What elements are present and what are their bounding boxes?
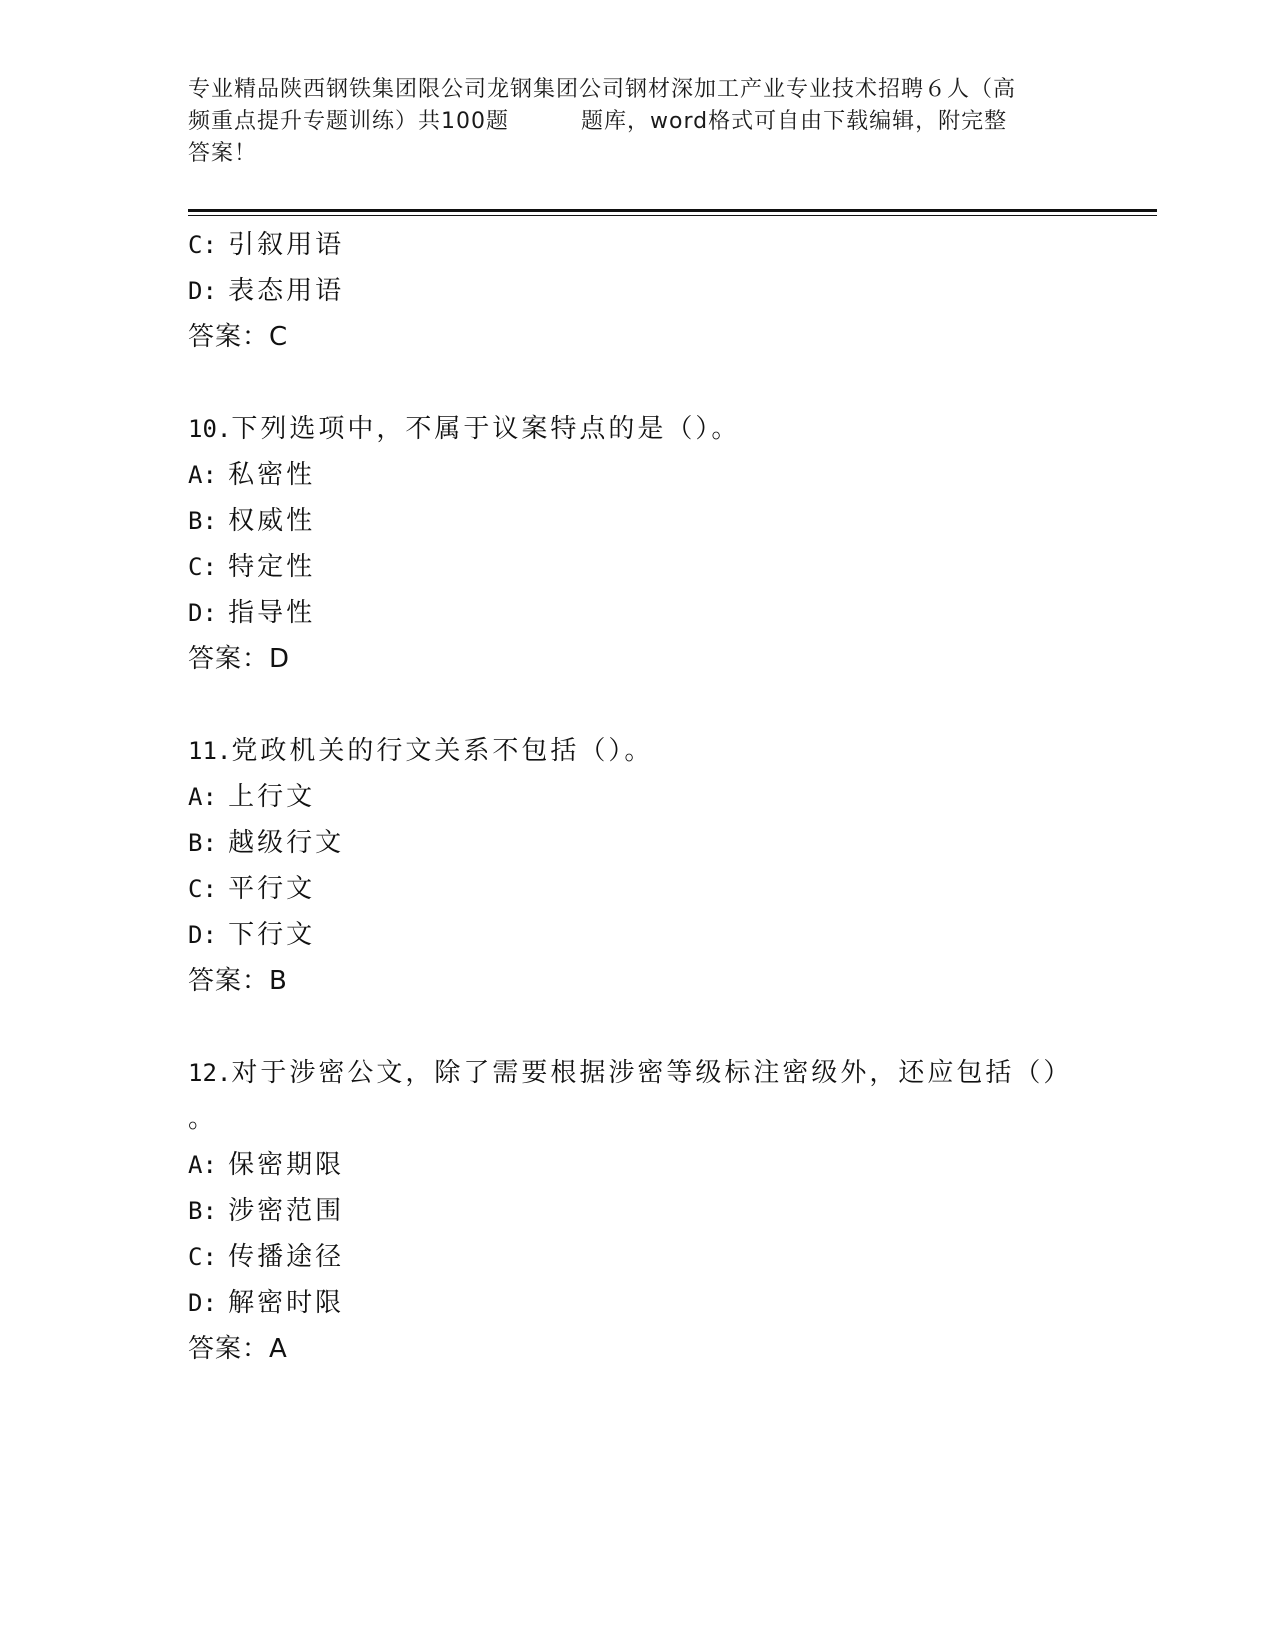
option-label: D: [188, 921, 217, 949]
option-row [188, 1188, 1088, 1234]
option-text: 保密期限 [228, 1150, 345, 1180]
question-block-10 [188, 406, 1088, 682]
header-line-2 [188, 106, 1088, 138]
option-text: 解密时限 [228, 1288, 345, 1318]
header-line-1: 专业精品陕西钢铁集团限公司龙钢集团公司钢材深加工产业专业技术招聘６人（高 [188, 77, 1017, 102]
answer-line: 答案：D [188, 644, 291, 674]
answer-line: 答案：C [188, 322, 289, 352]
question-text [188, 406, 1088, 452]
option-text: 表态用语 [228, 276, 345, 306]
option-row [188, 222, 1088, 268]
option-label: B: [188, 829, 217, 857]
option-label: D: [188, 1289, 217, 1317]
question-number: 11. [188, 737, 232, 765]
option-label: D: [188, 599, 217, 627]
option-text: 指导性 [228, 598, 316, 628]
option-text: 特定性 [228, 552, 316, 582]
option-label: A: [188, 783, 217, 811]
option-row [188, 912, 1088, 958]
question-block-12 [188, 1050, 1088, 1372]
option-label: C: [188, 875, 217, 903]
option-row [188, 544, 1088, 590]
question-block-11 [188, 728, 1088, 1004]
question-number: 12. [188, 1059, 232, 1087]
option-row [188, 590, 1088, 636]
option-text: 越级行文 [228, 828, 345, 858]
option-row [188, 1280, 1088, 1326]
option-text: 下行文 [228, 920, 316, 950]
option-label: C: [188, 553, 217, 581]
option-row [188, 866, 1088, 912]
option-row [188, 774, 1088, 820]
answer-line: 答案：A [188, 1334, 288, 1364]
header-line-2-part-b: 题库，word格式可自由下载编辑，附完整 [581, 109, 1008, 134]
partial-question [188, 222, 1088, 360]
document-header [188, 74, 1088, 170]
option-row [188, 1142, 1088, 1188]
option-text: 传播途径 [228, 1242, 345, 1272]
question-continuation: 。 [188, 1104, 215, 1134]
option-text: 上行文 [228, 782, 316, 812]
header-divider-thick [188, 209, 1157, 212]
question-body: 对于涉密公文，除了需要根据涉密等级标注密级外，还应包括（） [231, 1058, 1073, 1088]
option-text: 私密性 [228, 460, 316, 490]
option-label: C: [188, 231, 217, 259]
option-label: A: [188, 1151, 217, 1179]
header-divider-thin [188, 215, 1157, 216]
option-label: D: [188, 277, 217, 305]
option-row [188, 1234, 1088, 1280]
question-list [188, 222, 1088, 1372]
option-text: 权威性 [228, 506, 316, 536]
header-line-2-part-a: 频重点提升专题训练）共100题 [188, 109, 509, 134]
option-label: A: [188, 461, 217, 489]
question-text [188, 728, 1088, 774]
option-label: C: [188, 1243, 217, 1271]
option-row [188, 820, 1088, 866]
option-text: 涉密范围 [228, 1196, 345, 1226]
option-label: B: [188, 507, 217, 535]
answer-line: 答案：B [188, 966, 288, 996]
option-text: 平行文 [228, 874, 316, 904]
question-text [188, 1050, 1088, 1096]
option-row [188, 268, 1088, 314]
question-number: 10. [188, 415, 232, 443]
question-body: 党政机关的行文关系不包括（）。 [231, 736, 654, 766]
header-line-3: 答案！ [188, 141, 258, 166]
question-body: 下列选项中，不属于议案特点的是（）。 [231, 414, 741, 444]
option-row [188, 498, 1088, 544]
option-label: B: [188, 1197, 217, 1225]
option-row [188, 452, 1088, 498]
option-text: 引叙用语 [228, 230, 345, 260]
